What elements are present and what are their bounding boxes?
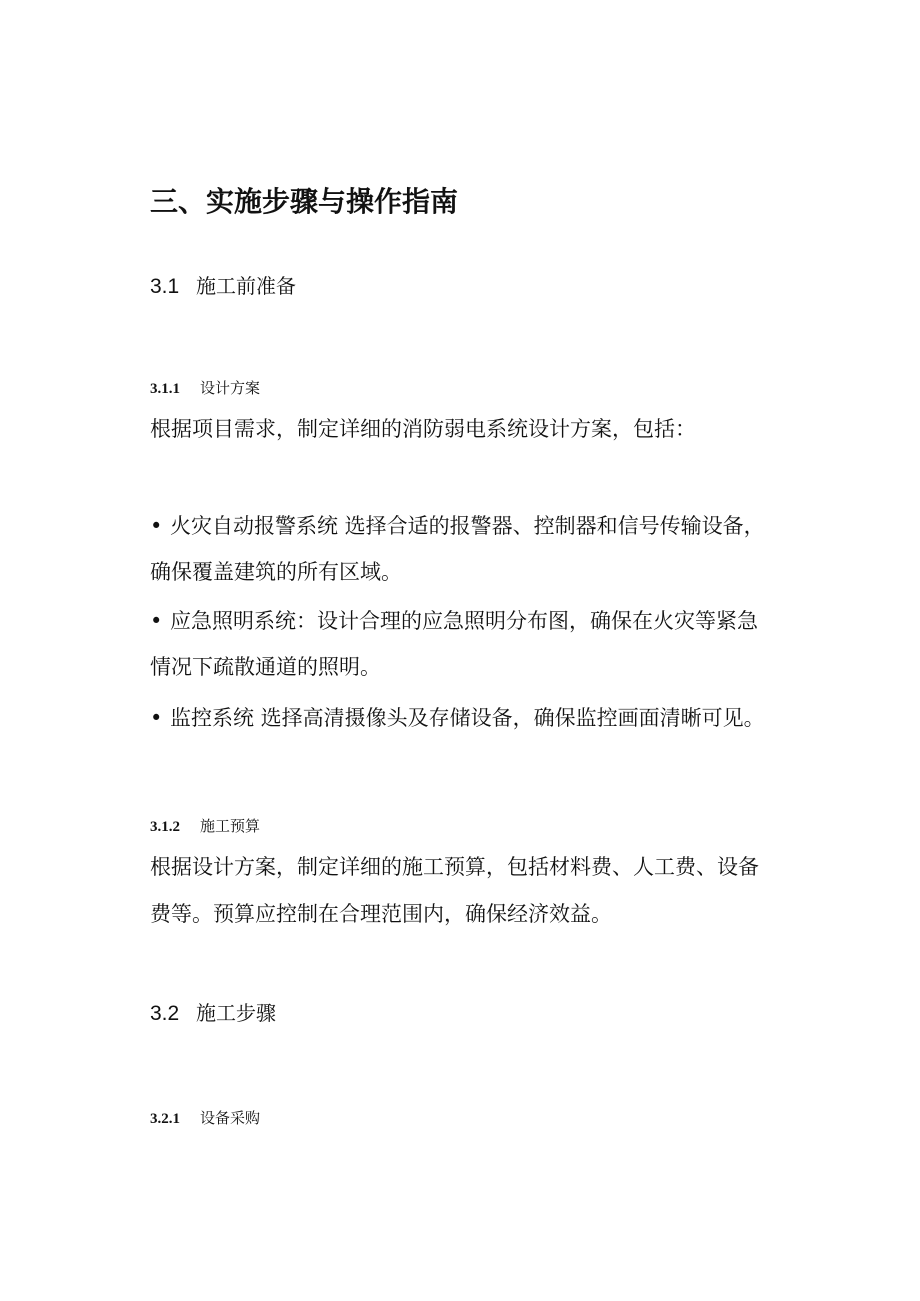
bullet-emergency-lighting-line1 bbox=[150, 598, 758, 644]
heading-3-2-1-number: 3.2.1 bbox=[150, 1111, 180, 1127]
bullet-dot: • bbox=[150, 609, 163, 633]
heading-3-1-2-title: 施工预算 bbox=[200, 817, 261, 835]
section-title: 三、实施步骤与操作指南 bbox=[150, 185, 459, 218]
bullet-emergency-lighting-text: 应急照明系统：设计合理的应急照明分布图，确保在火灾等紧急 bbox=[170, 609, 758, 633]
budget-paragraph-line1: 根据设计方案，制定详细的施工预算，包括材料费、人工费、设备 bbox=[150, 855, 759, 879]
heading-3-2 bbox=[150, 997, 276, 1026]
heading-3-1-2 bbox=[150, 815, 260, 836]
bullet-dot: • bbox=[150, 514, 163, 538]
budget-paragraph-line2: 费等。预算应控制在合理范围内，确保经济效益。 bbox=[150, 902, 612, 926]
bullet-fire-alarm-line1 bbox=[150, 503, 765, 549]
bullet-fire-alarm-text: 火灾自动报警系统 选择合适的报警器、控制器和信号传输设备， bbox=[170, 514, 765, 538]
bullet-emergency-lighting-line2: 情况下疏散通道的照明。 bbox=[150, 655, 381, 679]
bullet-monitoring-text: 监控系统 选择高清摄像头及存储设备，确保监控画面清晰可见。 bbox=[170, 706, 765, 730]
heading-3-2-1 bbox=[150, 1107, 260, 1128]
heading-3-1-number: 3.1 bbox=[150, 275, 180, 298]
heading-3-1-title: 施工前准备 bbox=[196, 274, 296, 298]
heading-3-1-1-title: 设计方案 bbox=[200, 379, 261, 397]
heading-3-2-title: 施工步骤 bbox=[196, 1001, 276, 1025]
design-intro-paragraph: 根据项目需求，制定详细的消防弱电系统设计方案，包括： bbox=[150, 417, 696, 441]
heading-3-1-1 bbox=[150, 377, 260, 398]
bullet-monitoring-line1 bbox=[150, 695, 765, 741]
heading-3-2-1-title: 设备采购 bbox=[200, 1109, 261, 1127]
bullet-fire-alarm-line2: 确保覆盖建筑的所有区域。 bbox=[150, 560, 402, 584]
heading-3-1 bbox=[150, 270, 296, 299]
bullet-dot: • bbox=[150, 706, 163, 730]
heading-3-1-2-number: 3.1.2 bbox=[150, 819, 180, 835]
heading-3-1-1-number: 3.1.1 bbox=[150, 381, 180, 397]
heading-3-2-number: 3.2 bbox=[150, 1002, 180, 1025]
